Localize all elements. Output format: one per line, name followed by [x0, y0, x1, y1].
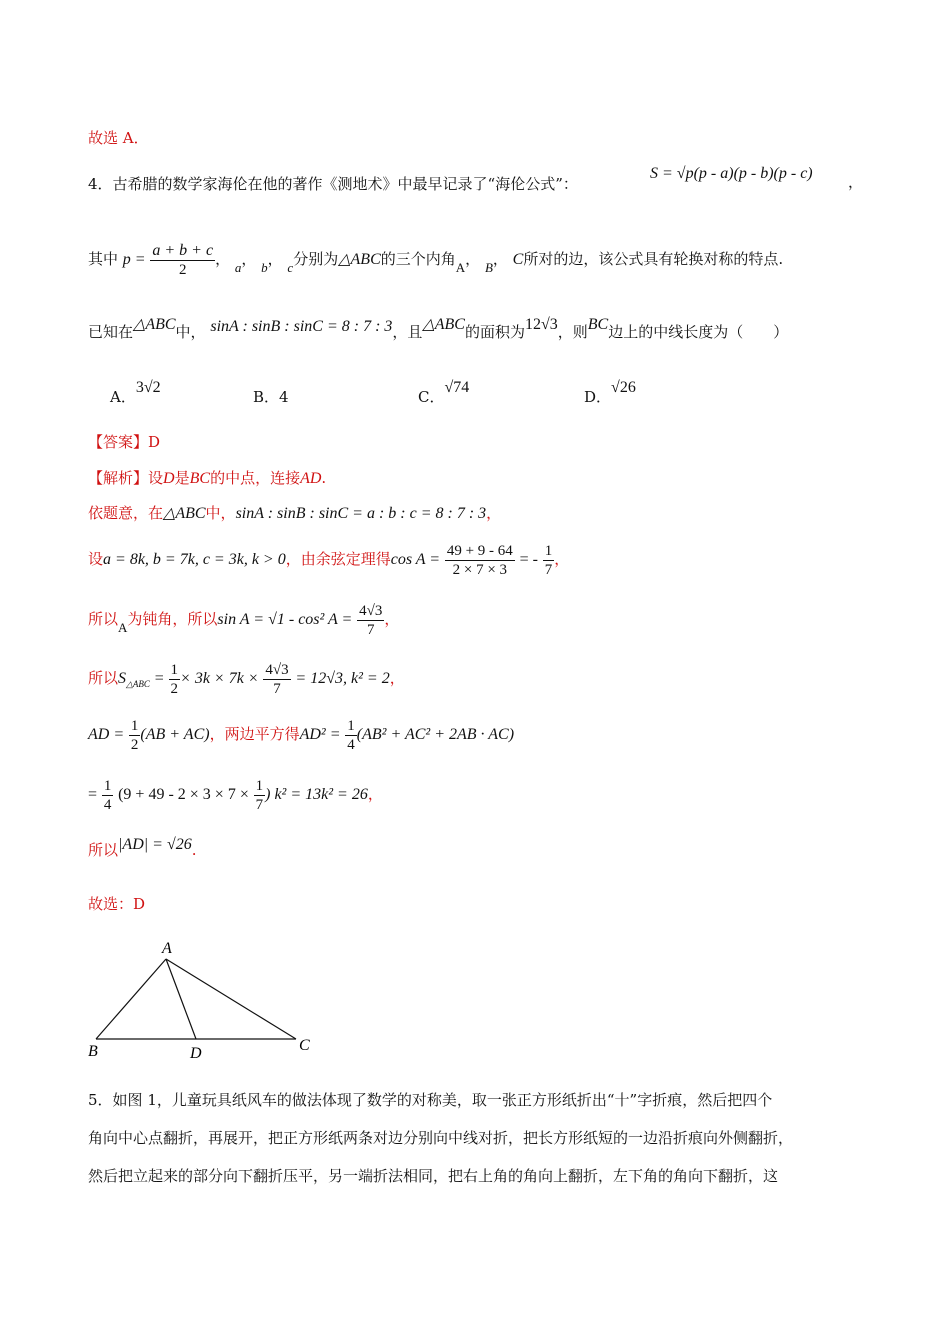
l7-quarter [102, 777, 114, 814]
l7-seventh [254, 777, 266, 814]
sin-num: 4√3 [359, 602, 383, 619]
var-b: b [261, 260, 268, 275]
cos-num: 49 + 9 - 64 [446, 542, 513, 559]
option-b-label: B． [253, 388, 280, 406]
sin-fraction [357, 602, 384, 639]
figure-label-c: C [299, 1037, 310, 1054]
option-d-value: √26 [611, 379, 636, 396]
analysis-line2 [88, 503, 501, 524]
analysis-l4-b: 为钝角，所以 [127, 610, 218, 628]
option-a-value: 3√2 [135, 379, 161, 396]
q4-comma: ， [848, 173, 864, 191]
q4-text2-mid: 分别为 [293, 250, 339, 268]
analysis-l1-a: 设 [148, 469, 164, 487]
analysis-label: 【解析】 [88, 469, 149, 487]
area-symbol: S [118, 670, 127, 687]
answer-label: 【答案】 [88, 433, 149, 451]
analysis-l4-a: 所以 [88, 610, 119, 628]
option-c-value: √74 [444, 379, 470, 396]
analysis-l3-end: ， [554, 550, 570, 568]
analysis-line8 [88, 836, 197, 861]
side-ac [166, 959, 296, 1039]
angle-b: B [484, 260, 493, 275]
analysis-line5 [88, 656, 405, 700]
var-c: c [287, 260, 294, 275]
area-value: 12√3 [524, 316, 558, 333]
cos-result-sign: = - [519, 551, 538, 568]
l7-quarter-den: 4 [103, 796, 112, 813]
ad-squared: AD² = [299, 726, 341, 743]
analysis-line6 [88, 712, 514, 756]
analysis-l7-end: ， [367, 785, 383, 803]
analysis-l5-end: ， [389, 669, 405, 687]
analysis-l4-angle: A [118, 620, 128, 635]
option-b[interactable] [253, 386, 289, 407]
area-sin-den: 7 [273, 680, 281, 697]
analysis-conclusion: 故选：D [88, 895, 146, 913]
ad-sum: (AB + AC) [140, 726, 210, 743]
analysis-l5-a: 所以 [88, 669, 119, 687]
analysis-l5-eq: = [154, 670, 164, 687]
triangle-abc-2: △ABC [133, 316, 176, 333]
analysis-l7-eq: = [88, 786, 98, 803]
side-bc: BC [587, 316, 609, 333]
q5-number: 5． [88, 1091, 113, 1109]
p-definition: p = [122, 251, 146, 268]
q4-line1 [88, 174, 578, 194]
angle-a: A [455, 260, 466, 275]
l7-paren: (9 + 49 - 2 × 3 × 7 × [118, 786, 249, 803]
figure-label-a: A [162, 940, 172, 957]
analysis-l4-end: ， [384, 610, 400, 628]
half-num: 1 [170, 661, 179, 678]
q4-number: 4． [88, 175, 113, 193]
answer-line [88, 432, 160, 452]
l7-result: ) k² = 13k² = 26 [265, 786, 368, 803]
analysis-l2-eq: sinA : sinB : sinC = a : b : c = 8 : 7 : 3 [235, 505, 487, 522]
option-c-label: C． [418, 388, 445, 406]
q4-text3-then: ，则 [557, 323, 588, 341]
option-a-label: A． [110, 388, 136, 406]
analysis-l5-res: = 12√3, k² = 2 [295, 670, 390, 687]
q4-text3-area: 的面积为 [464, 323, 525, 341]
analysis-l4-sin: sin A = √1 - cos² A = [217, 611, 353, 628]
figure-label-d: D [190, 1045, 202, 1062]
analysis-l1-d: . [321, 469, 327, 487]
analysis-line4 [88, 597, 399, 641]
p-fraction [150, 242, 215, 279]
option-a[interactable] [110, 379, 161, 407]
option-b-value: 4 [279, 388, 289, 406]
var-a: a [234, 260, 242, 275]
q4-line3 [88, 316, 789, 343]
ad-half [129, 717, 141, 754]
sin-den: 7 [366, 621, 375, 638]
area-subscript: △ABC [126, 679, 150, 689]
cos-result [543, 542, 555, 579]
ad-vector-left: AD = [88, 726, 125, 743]
quarter-num: 1 [347, 717, 355, 734]
q4-text2-mid2: 的三个内角 [380, 250, 456, 268]
q4-text3-qie: ，且 [392, 323, 423, 341]
q4-text2-end: 所对的边，该公式具有轮换对称的特点. [523, 250, 784, 268]
analysis-l2-a: 依题意，在 [88, 504, 164, 522]
q4-line2: 其中 p = $\frac{a + b + c}{2}$ ， a， b， c分别为△ABC的三个内角A， B， C所对的边，该公式具有轮换对称的特点. [88, 241, 784, 278]
q4-text2-prefix: 其中 [88, 250, 119, 268]
ad-half-den: 2 [130, 736, 139, 753]
heron-formula: S = √p(p - a)(p - b)(p - c) [650, 165, 813, 182]
analysis-l3-b: ，由余弦定理得 [285, 550, 391, 568]
analysis-l3-eq: a = 8k, b = 7k, c = 3k, k > 0 [103, 551, 286, 568]
analysis-l8-end: . [191, 841, 197, 859]
q5-line1-text: 如图 1，儿童玩具纸风车的做法体现了数学的对称美，取一张正方形纸折出“十”字折痕，然后把四个 [112, 1091, 773, 1109]
segment-ad: AD [300, 470, 322, 487]
triangle-abc: △ABC [338, 251, 381, 268]
point-d: D [163, 470, 175, 487]
q5-line1 [88, 1090, 772, 1110]
l7-seventh-den: 7 [255, 796, 264, 813]
q5-line3: 然后把立起来的部分向下翻折压平，另一端折法相同，把右上角的角向上翻折，左下角的角向下翻折，这 [88, 1167, 779, 1185]
analysis-l3-cos: cos A = [390, 551, 441, 568]
analysis-line3 [88, 538, 569, 580]
analysis-l2-b: 中， [205, 504, 236, 522]
cos-den: 2 × 7 × 3 [452, 561, 508, 578]
p-numerator: a + b + c [152, 241, 214, 259]
q4-text3-prefix: 已知在 [88, 323, 134, 341]
figure-label-b: B [88, 1043, 98, 1060]
ad-half-num: 1 [130, 717, 139, 734]
analysis-l8-a: 所以 [88, 841, 119, 859]
side-ab [96, 959, 166, 1039]
analysis-line1 [88, 468, 326, 489]
analysis-l1-b: 是 [174, 469, 190, 487]
triangle-figure [80, 935, 340, 1065]
analysis-l3-a: 设 [88, 550, 104, 568]
l7-seventh-num: 1 [255, 777, 264, 794]
answer-value: D [148, 433, 161, 451]
q4-text1: 古希腊的数学家海伦在他的著作《测地术》中最早记录了“海伦公式”： [112, 175, 578, 193]
analysis-l2-tri: △ABC [163, 505, 206, 522]
option-d-label: D． [584, 388, 612, 406]
cos-fraction [445, 542, 515, 579]
cos-result-den: 7 [544, 561, 553, 578]
segment-bc: BC [189, 470, 211, 487]
option-d[interactable] [584, 379, 636, 407]
analysis-line7 [88, 772, 383, 816]
area-sin-num: 4√3 [265, 661, 289, 678]
area-sin-fraction [263, 661, 290, 698]
triangle-abc-3: △ABC [422, 316, 465, 333]
ad-length: |AD| = √26 [118, 836, 192, 853]
analysis-l5-mid: × 3k × 7k × [180, 670, 259, 687]
half-fraction [169, 661, 181, 698]
quarter-den: 4 [347, 736, 355, 753]
option-c[interactable] [418, 379, 470, 407]
analysis-l6-mid: ，两边平方得 [209, 725, 300, 743]
sin-ratio: sinA : sinB : sinC = 8 : 7 : 3 [210, 318, 393, 335]
median-ad [166, 959, 196, 1039]
ad-squared-expansion: (AB² + AC² + 2AB · AC) [356, 726, 515, 743]
half-den: 2 [170, 680, 179, 697]
q4-text3-zhong: 中， [175, 323, 206, 341]
angle-c: C [512, 251, 524, 268]
q4-text3-end: 边上的中线长度为（ ） [608, 323, 789, 341]
p-denominator: 2 [178, 261, 187, 278]
prev-answer: 故选 A． [88, 129, 149, 147]
analysis-l2-end: ， [486, 504, 502, 522]
cos-result-num: 1 [544, 542, 553, 559]
q5-line2: 角向中心点翻折，再展开，把正方形纸两条对边分别向中线对折，把长方形纸短的一边沿折痕向外侧翻折， [88, 1129, 794, 1147]
quarter-fraction [345, 717, 357, 754]
l7-quarter-num: 1 [103, 777, 112, 794]
analysis-l1-c: 的中点，连接 [210, 469, 301, 487]
